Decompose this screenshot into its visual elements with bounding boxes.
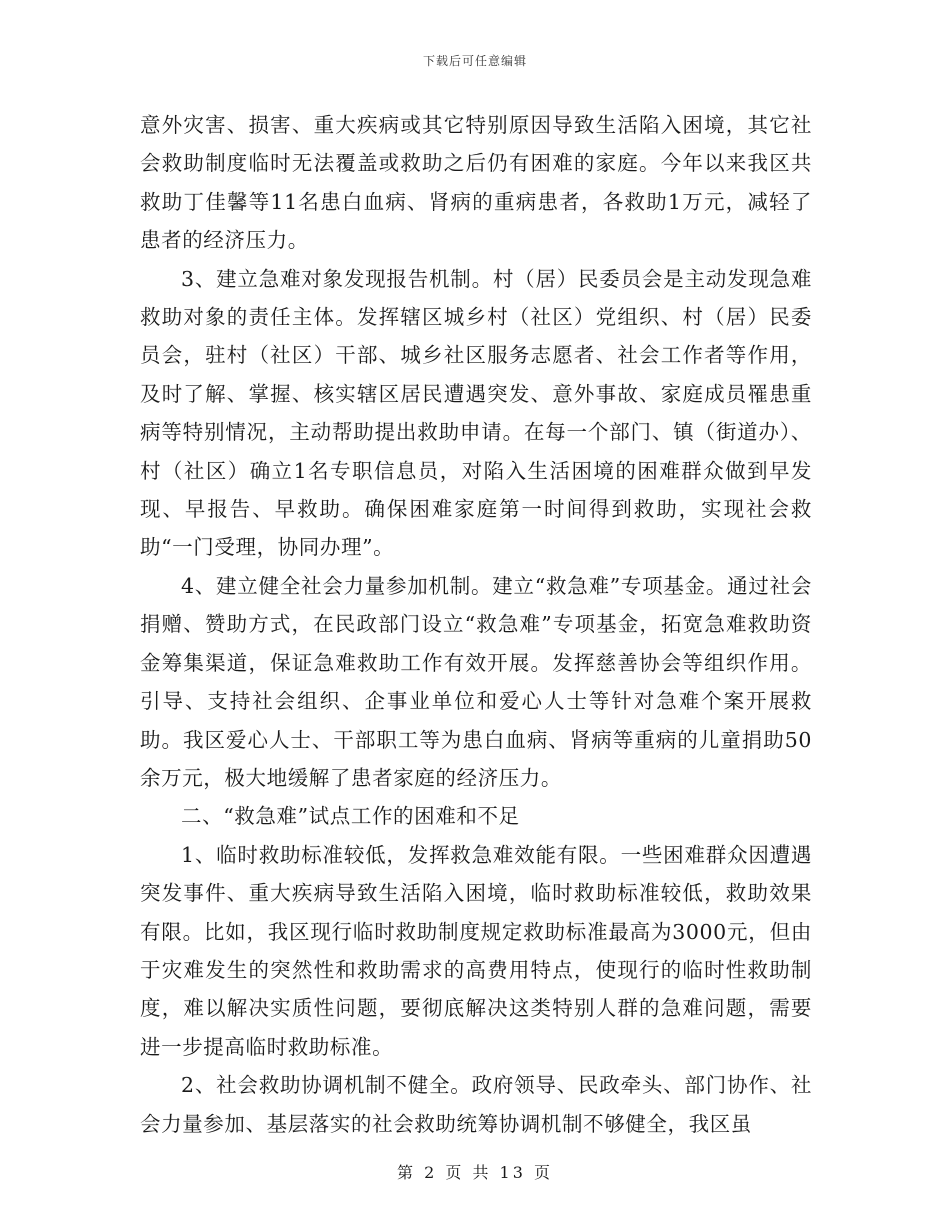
page-number-footer: 第 2 页 共 13 页: [397, 1163, 553, 1182]
paragraph-2: 3、建立急难对象发现报告机制。村（居）民委员会是主动发现急难救助对象的责任主体。发挥辖区城乡村（社区）党组织、村（居）民委员会，驻村（社区）干部、城乡社区服务志愿者、社会工作者等作用，及时了解、掌握、核实辖区居民遭遇突发、意外事故、家庭成员罹患重病等特别情况，主动帮助提出救助申请。在每一个部门、镇（街道办）、村（社区）确立1名专职信息员，对陷入生活困境的困难群众做到早发现、早报告、早救助。确保困难家庭第一时间得到救助，实现社会救助“一门受理，协同办理”。: [140, 266, 812, 560]
paragraph-1: 意外灾害、损害、重大疾病或其它特别原因导致生活陷入困境，其它社会救助制度临时无法覆盖或救助之后仍有困难的家庭。今年以来我区共救助丁佳馨等11名患白血病、肾病的重病患者，各救助1万元，减轻了患者的经济压力。: [140, 113, 812, 253]
paragraph-4: 1、临时救助标准较低，发挥救急难效能有限。一些困难群众因遭遇突发事件、重大疾病导致生活陷入困境，临时救助标准较低，救助效果有限。比如，我区现行临时救助制度规定救助标准最高为3000元，但由于灾难发生的突然性和救助需求的高费用特点，使现行的临时性救助制度，难以解决实质性问题，要彻底解决这类特别人群的急难问题，需要进一步提高临时救助标准。: [140, 842, 812, 1059]
document-body: [140, 106, 812, 1143]
section-heading: 二、“救急难”试点工作的困难和不足: [181, 804, 520, 829]
paragraph-3: 4、建立健全社会力量参加机制。建立“救急难”专项基金。通过社会捐赠、赞助方式，在民政部门设立“救急难”专项基金，拓宽急难救助资金筹集渠道，保证急难救助工作有效开展。发挥慈善协会等组织作用。引导、支持社会组织、企事业单位和爱心人士等针对急难个案开展救助。我区爱心人士、干部职工等为患白血病、肾病等重病的儿童捐助50余万元，极大地缓解了患者家庭的经济压力。: [140, 573, 812, 790]
paragraph-5: 2、社会救助协调机制不健全。政府领导、民政牵头、部门协作、社会力量参加、基层落实的社会救助统筹协调机制不够健全，我区虽: [140, 1073, 812, 1136]
page-header: 下载后可任意编辑: [422, 54, 527, 68]
